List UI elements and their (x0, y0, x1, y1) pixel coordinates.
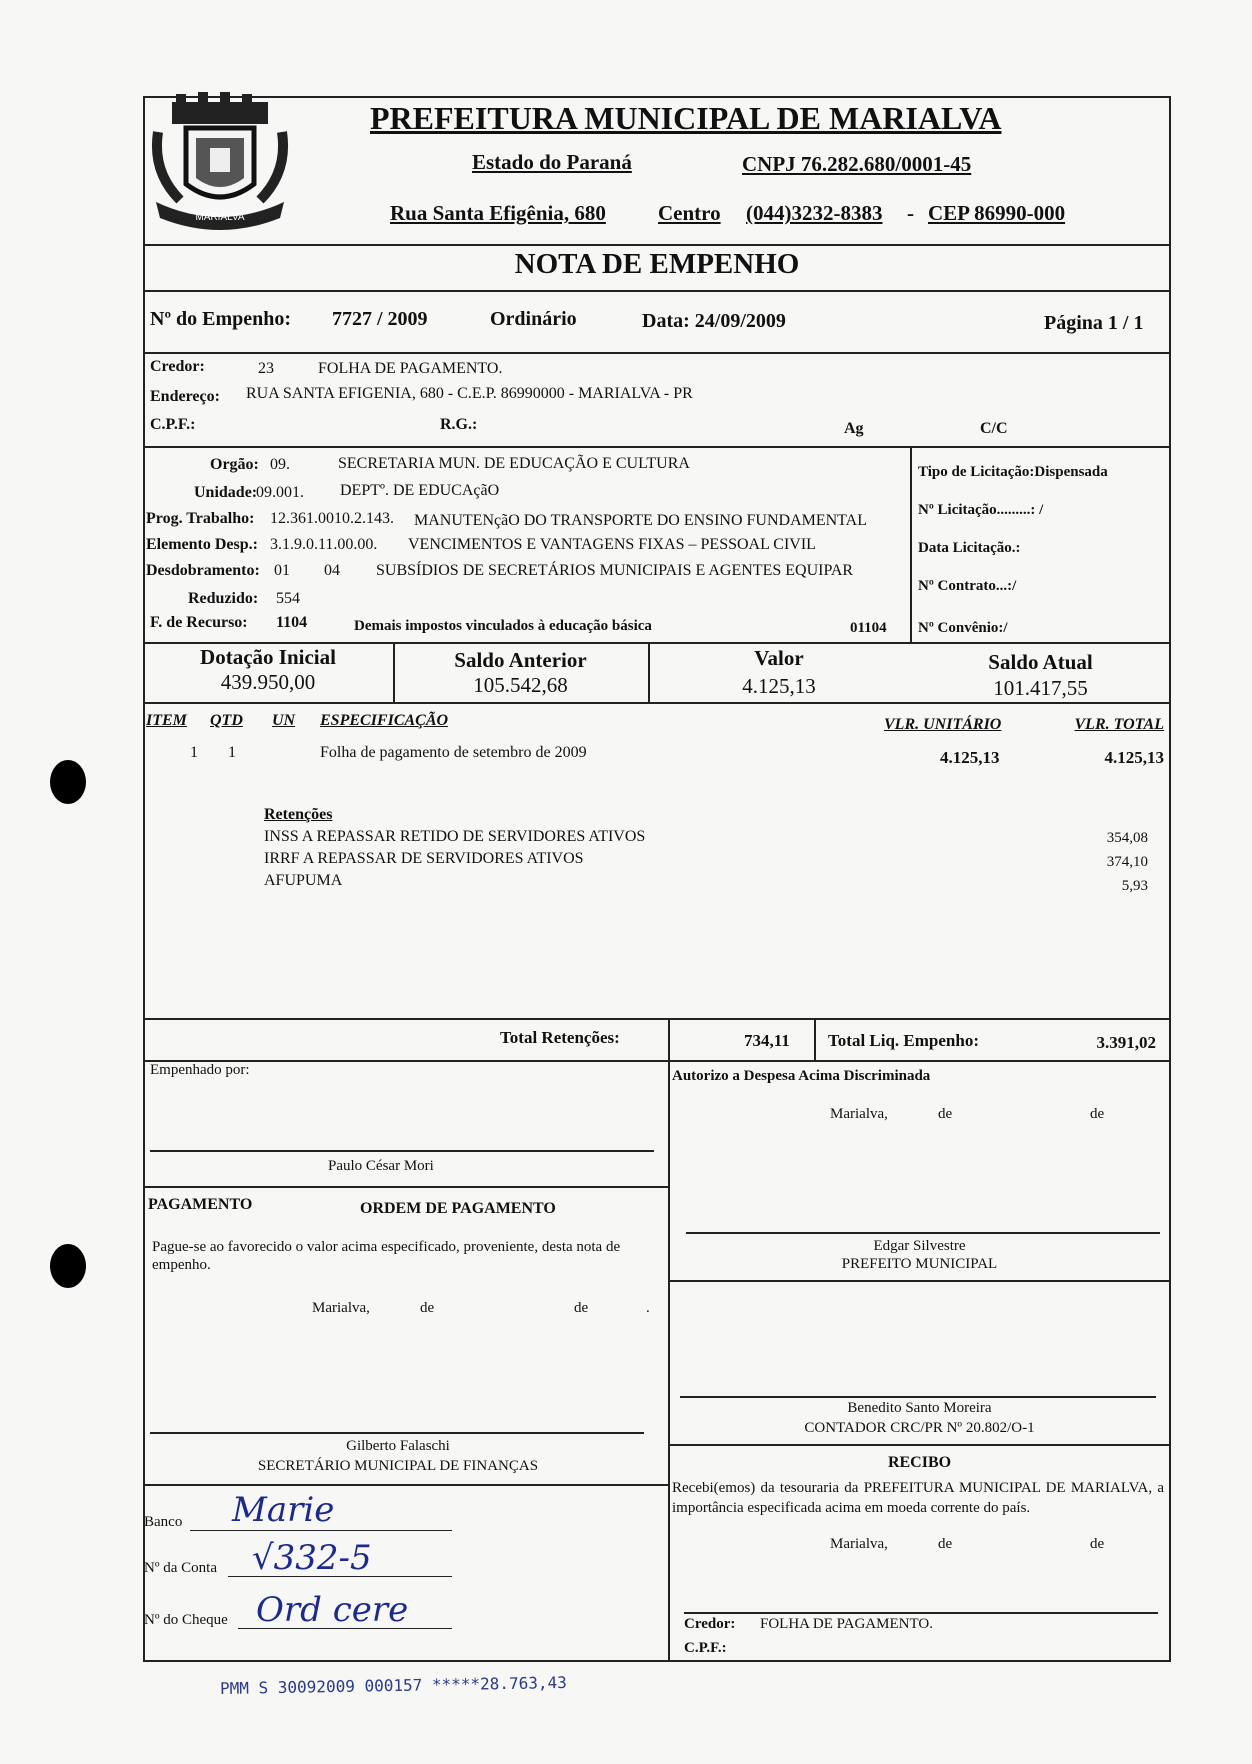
prog-desc: MANUTENçãO DO TRANSPORTE DO ENSINO FUNDAMENTAL (414, 512, 867, 529)
divider (143, 1060, 1171, 1062)
valor-label: Valor (754, 646, 804, 670)
banco-label: Banco (144, 1514, 183, 1530)
desdobramento-code1: 01 (274, 562, 290, 579)
orgao-desc: SECRETARIA MUN. DE EDUCAÇÃO E CULTURA (338, 455, 690, 472)
cpf-label: C.P.F.: (150, 416, 196, 433)
divider (143, 1018, 1171, 1020)
recibo-de1: de (938, 1536, 953, 1552)
page-number: Página 1 / 1 (1044, 312, 1144, 334)
orgao-label: Orgão: (210, 456, 259, 473)
recibo-de2: de (1090, 1536, 1105, 1552)
empenhado-label: Empenhado por: (150, 1062, 250, 1078)
divider (143, 642, 1171, 644)
dotacao-value: 439.950,00 (220, 670, 316, 694)
recibo-credor-value: FOLHA DE PAGAMENTO. (760, 1616, 933, 1632)
retencao-inss: INSS A REPASSAR RETIDO DE SERVIDORES ATIVOS (264, 828, 646, 845)
divider (668, 1060, 670, 1662)
col-header-un: UN (272, 712, 296, 729)
empenho-number: 7727 / 2009 (332, 308, 428, 330)
elemento-code: 3.1.9.0.11.00.00. (270, 536, 378, 553)
empenho-type: Ordinário (490, 308, 577, 330)
row-qtd: 1 (228, 744, 236, 761)
empenhado-name: Paulo César Mori (328, 1158, 434, 1174)
endereco-label: Endereço: (150, 388, 220, 405)
col-header-qtd: QTD (210, 712, 243, 729)
total-retencoes-label: Total Retenções: (500, 1028, 620, 1047)
rg-label: R.G.: (440, 416, 478, 433)
empenho-label: Nº do Empenho: (150, 308, 292, 330)
banco-line (190, 1530, 452, 1531)
empenho-date: Data: 24/09/2009 (642, 310, 786, 332)
desdobramento-label: Desdobramento: (146, 562, 260, 579)
address-street: Rua Santa Efigênia, 680 (390, 201, 606, 225)
elemento-label: Elemento Desp.: (146, 536, 258, 553)
secretario-name: Gilberto Falaschi (346, 1438, 450, 1454)
row-item: 1 (190, 744, 198, 761)
recurso-label: F. de Recurso: (150, 614, 248, 631)
punch-hole-bottom (50, 1244, 86, 1288)
ordem-label: ORDEM DE PAGAMENTO (360, 1200, 556, 1217)
doc-title: NOTA DE EMPENHO (514, 248, 800, 280)
divider (668, 1018, 670, 1060)
ordem-place: Marialva, (312, 1300, 370, 1316)
unidade-label: Unidade: (194, 484, 258, 501)
total-retencoes-value: 734,11 (744, 1031, 790, 1050)
unidade-code: 09.001. (256, 484, 304, 501)
ordem-de2: de (574, 1300, 589, 1316)
footer-stamp: PMM S 30092009 000157 *****28.763,43 (219, 1672, 567, 1699)
retencao-irrf-value: 374,10 (1106, 854, 1148, 870)
total-liquido-label: Total Liq. Empenho: (828, 1031, 979, 1050)
cheque-label: Nº do Cheque (144, 1612, 228, 1628)
ordem-dot: . (646, 1300, 650, 1316)
signature-line (150, 1432, 644, 1434)
signature-line (686, 1232, 1160, 1234)
prefeito-title: PREFEITO MUNICIPAL (841, 1256, 998, 1272)
divider (143, 1186, 668, 1188)
recurso-code: 1104 (276, 614, 308, 631)
orgao-code: 09. (270, 456, 290, 473)
valor-value: 4.125,13 (742, 674, 816, 698)
reduzido-value: 554 (276, 590, 300, 607)
autorizo-de2: de (1090, 1106, 1105, 1122)
divider (143, 244, 1171, 246)
pagamento-label: PAGAMENTO (148, 1196, 253, 1213)
total-liquido-value: 3.391,02 (1096, 1033, 1156, 1052)
divider (143, 290, 1171, 292)
autorizo-label: Autorizo a Despesa Acima Discriminada (672, 1068, 931, 1084)
recibo-text: Recebi(emos) da tesouraria da PREFEITURA MUNICIPAL DE MARIALVA, a importância especificada acima em moeda corrente do país. (672, 1480, 1164, 1516)
prog-label: Prog. Trabalho: (146, 510, 255, 527)
saldo-atual-value: 101.417,55 (993, 676, 1088, 700)
endereco-value: RUA SANTA EFIGENIA, 680 - C.E.P. 86990000 - MARIALVA - PR (246, 385, 693, 402)
divider (143, 446, 1171, 448)
dotacao-label: Dotação Inicial (200, 645, 336, 669)
state-label: Estado do Paraná (472, 150, 632, 174)
divider (668, 1280, 1171, 1282)
desdobramento-code2: 04 (324, 562, 340, 579)
recibo-cpf-label: C.P.F.: (684, 1640, 727, 1656)
row-total-value: 4.125,13 (1104, 748, 1164, 767)
retencoes-title: Retenções (264, 806, 333, 823)
credor-name: FOLHA DE PAGAMENTO. (318, 360, 503, 377)
secretario-title: SECRETÁRIO MUNICIPAL DE FINANÇAS (257, 1458, 539, 1474)
signature-line (684, 1612, 1158, 1614)
credor-label: Credor: (150, 358, 205, 375)
recibo-place: Marialva, (830, 1536, 888, 1552)
page-title: PREFEITURA MUNICIPAL DE MARIALVA (370, 100, 1002, 136)
divider (668, 1444, 1171, 1446)
address-phone: (044)3232-8383 (746, 201, 883, 225)
credor-code: 23 (258, 360, 274, 377)
desdobramento-desc: SUBSÍDIOS DE SECRETÁRIOS MUNICIPAIS E AGENTES EQUIPAR (376, 562, 854, 579)
address-cep: CEP 86990-000 (928, 201, 1066, 225)
conta-handwritten: √332-5 (252, 1538, 372, 1578)
saldo-atual-label: Saldo Atual (988, 650, 1093, 674)
address-separator: - (907, 201, 914, 225)
banco-handwritten: Marie (232, 1490, 335, 1530)
col-header-item: ITEM (146, 712, 187, 729)
divider (143, 702, 1171, 704)
numero-contrato: Nº Contrato...:/ (918, 578, 1017, 594)
retencao-afupuma-value: 5,93 (1121, 878, 1148, 894)
conta-label: Nº da Conta (144, 1560, 217, 1576)
divider (143, 352, 1171, 354)
crest-text: MARIALVA (195, 212, 245, 223)
cc-label: C/C (980, 420, 1008, 437)
pague-text: Pague-se ao favorecido o valor acima especificado, proveniente, desta nota de empenho. (152, 1239, 621, 1273)
recurso-desc: Demais impostos vinculados à educação básica (354, 618, 652, 634)
cnpj-label: CNPJ 76.282.680/0001-45 (742, 152, 972, 176)
retencao-irrf: IRRF A REPASSAR DE SERVIDORES ATIVOS (264, 850, 584, 867)
col-header-unit: VLR. UNITÁRIO (884, 716, 1002, 733)
cheque-handwritten: Ord cere (256, 1590, 409, 1630)
retencao-afupuma: AFUPUMA (264, 872, 343, 889)
recibo-title: RECIBO (887, 1454, 952, 1471)
row-unit-value: 4.125,13 (940, 748, 1000, 767)
signature-line (150, 1150, 654, 1152)
data-licitacao: Data Licitação.: (918, 540, 1021, 556)
municipal-crest (150, 92, 290, 242)
saldo-anterior-value: 105.542,68 (473, 673, 568, 697)
numero-convenio: Nº Convênio:/ (918, 620, 1008, 636)
address-district: Centro (658, 201, 721, 225)
col-header-espec: ESPECIFICAÇÃO (320, 712, 449, 729)
saldo-anterior-label: Saldo Anterior (454, 648, 587, 672)
tipo-licitacao: Tipo de Licitação:Dispensada (918, 464, 1108, 480)
contador-title: CONTADOR CRC/PR Nº 20.802/O-1 (804, 1420, 1035, 1436)
ag-label: Ag (844, 420, 864, 437)
prefeito-name: Edgar Silvestre (873, 1238, 966, 1254)
elemento-desc: VENCIMENTOS E VANTAGENS FIXAS – PESSOAL CIVIL (408, 536, 816, 553)
autorizo-place: Marialva, (830, 1106, 888, 1122)
signature-line (680, 1396, 1156, 1398)
unidade-desc: DEPTº. DE EDUCAçãO (340, 482, 500, 499)
prog-code: 12.361.0010.2.143. (270, 510, 394, 527)
numero-licitacao: Nº Licitação.........: / (918, 502, 1044, 518)
retencao-inss-value: 354,08 (1106, 830, 1148, 846)
ordem-de1: de (420, 1300, 435, 1316)
contador-name: Benedito Santo Moreira (847, 1400, 992, 1416)
autorizo-de1: de (938, 1106, 953, 1122)
divider (143, 1484, 668, 1486)
punch-hole-top (50, 760, 86, 804)
recurso-number: 01104 (850, 620, 887, 636)
row-espec: Folha de pagamento de setembro de 2009 (320, 744, 587, 761)
divider (814, 1018, 816, 1060)
col-header-total: VLR. TOTAL (1074, 716, 1164, 733)
recibo-credor-label: Credor: (684, 1616, 736, 1632)
reduzido-label: Reduzido: (188, 590, 259, 607)
divider (910, 446, 912, 642)
